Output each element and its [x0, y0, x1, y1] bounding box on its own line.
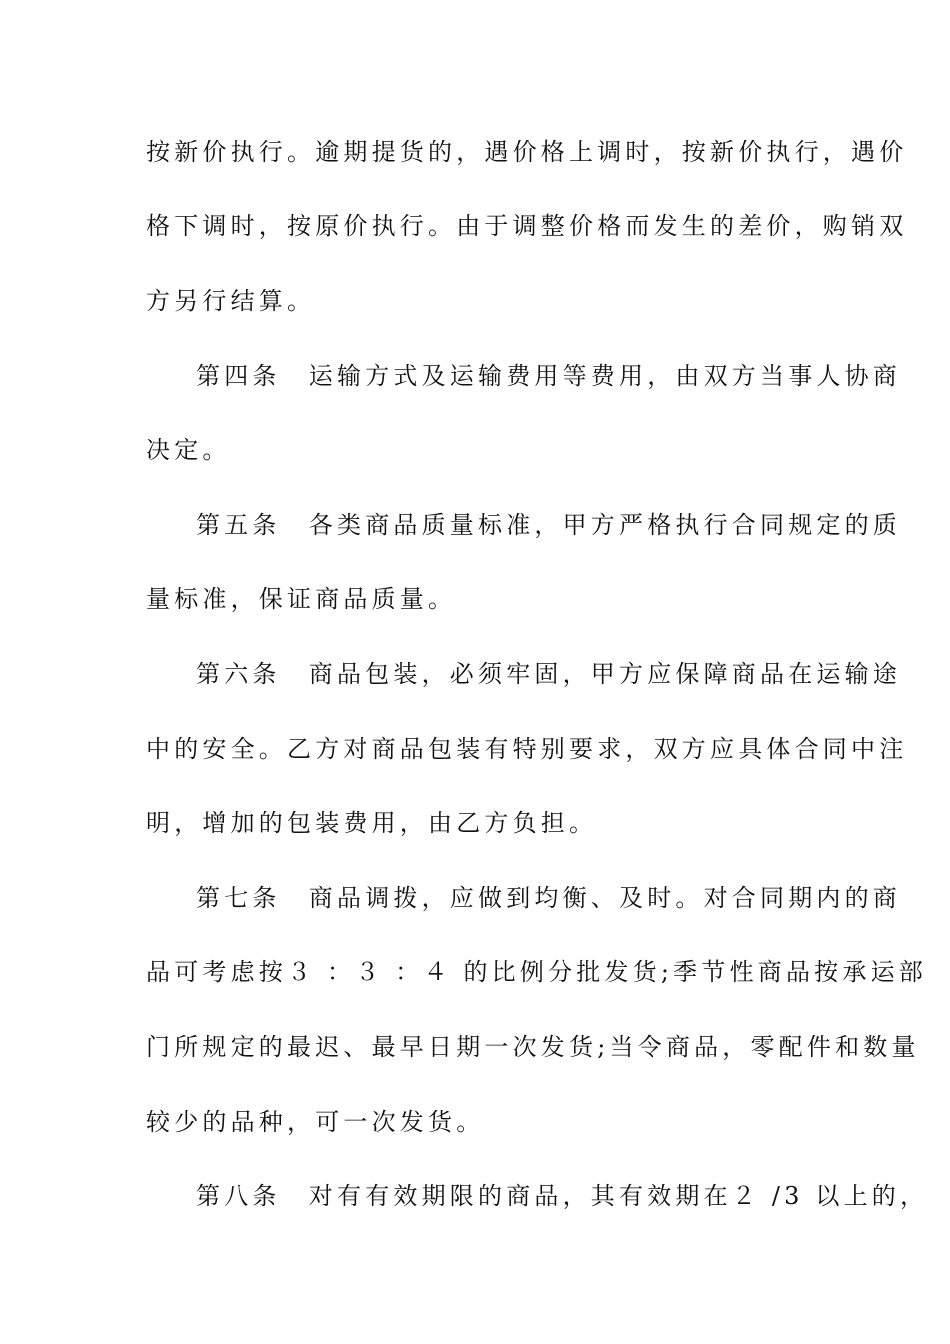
text-line: 门所规定的最迟、最早日期一次发货;当令商品，零配件和数量 — [146, 1033, 920, 1061]
text-line: 决定。 — [146, 436, 231, 464]
text-line: 格下调时，按原价执行。由于调整价格而发生的差价，购销双 — [146, 212, 908, 240]
text-line: 明，增加的包装费用，由乙方负担。 — [146, 809, 598, 837]
article-8-heading-line: 第八条 对有有效期限的商品，其有效期在２ /3 以上的， — [196, 1182, 929, 1210]
article-6-heading-line: 第六条 商品包装，必须牢固，甲方应保障商品在运输途 — [196, 660, 901, 688]
article-7-heading-line: 第七条 商品调拨，应做到均衡、及时。对合同期内的商 — [196, 884, 901, 912]
article-5-heading-line: 第五条 各类商品质量标准，甲方严格执行合同规定的质 — [196, 511, 901, 539]
text-line: 品可考虑按３ ：３ ：４ 的比例分批发货;季节性商品按承运部 — [146, 958, 927, 986]
text-line: 中的安全。乙方对商品包装有特别要求，双方应具体合同中注 — [146, 735, 908, 763]
text-line: 较少的品种，可一次发货。 — [146, 1108, 485, 1136]
text-line: 方另行结算。 — [146, 287, 316, 315]
text-line: 按新价执行。逾期提货的，遇价格上调时，按新价执行，遇价 — [146, 138, 908, 166]
article-4-heading-line: 第四条 运输方式及运输费用等费用，由双方当事人协商 — [196, 362, 901, 390]
text-line: 量标准，保证商品质量。 — [146, 585, 457, 613]
